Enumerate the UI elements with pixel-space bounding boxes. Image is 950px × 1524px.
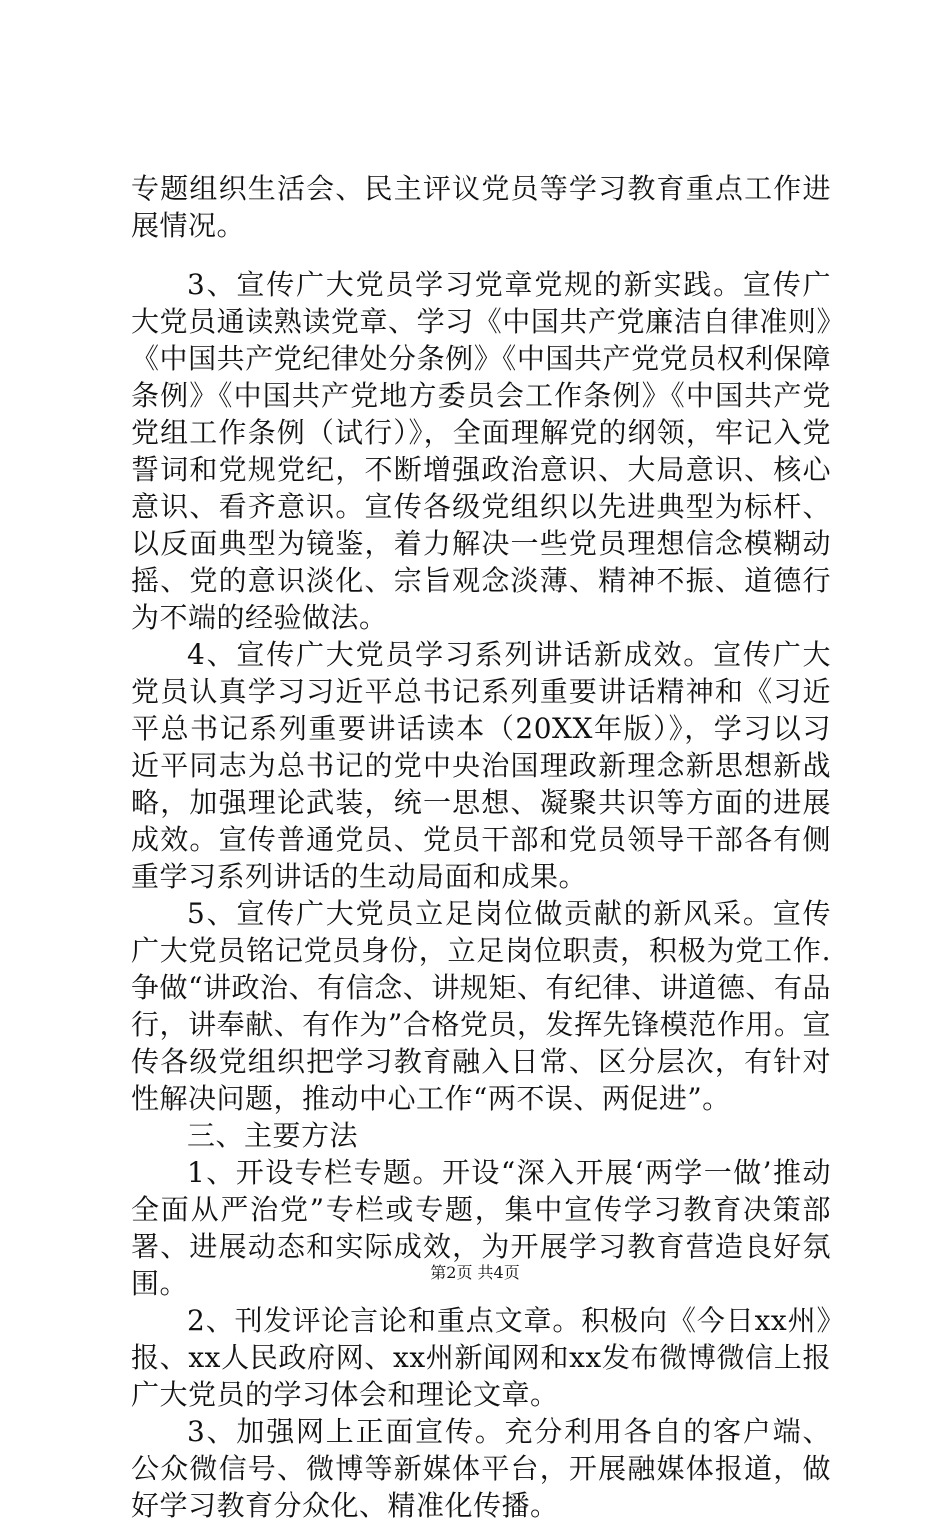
paragraph-item-4: 4、宣传广大党员学习系列讲话新成效。宣传广大党员认真学习习近平总书记系列重要讲话精神和《习近平总书记系列重要讲话读本（20XX年版）》，学习以习近平同志为总书记的党中央治国理政新理念新思想新战略，加强理论武装，统一思想、凝聚共识等方面的进展成效。宣传普通党员、党员干部和党员领导干部各有侧重学习系列讲话的生动局面和成果。 [131,638,831,893]
paragraph-gap [131,244,831,266]
section-heading-methods: 三、主要方法 [187,1119,359,1152]
paragraph-item-5: 5、宣传广大党员立足岗位做贡献的新风采。宣传广大党员铭记党员身份，立足岗位职责，积极为党工作.争做“讲政治、有信念、讲规矩、有纪律、讲道德、有品行，讲奉献、有作为”合格党员，发挥先锋模范作用。宣传各级党组织把学习教育融入日常、区分层次，有针对性解决问题，推动中心工作“两不误、两促进”。 [131,897,831,1115]
paragraph-method-2: 2、刊发评论言论和重点文章。积极向《今日xx州》报、xx人民政府网、xx州新闻网和xx发布微博微信上报广大党员的学习体会和理论文章。 [131,1304,831,1411]
paragraph-method-3: 3、加强网上正面宣传。充分利用各自的客户端、公众微信号、微博等新媒体平台，开展融媒体报道，做好学习教育分众化、精准化传播。 [131,1415,831,1522]
paragraph-method-1: 1、开设专栏专题。开设“深入开展‘两学一做’推动全面从严治党”专栏或专题，集中宣传学习教育决策部署、进展动态和实际成效，为开展学习教育营造良好氛围。 [131,1156,831,1300]
paragraph-continuation: 专题组织生活会、民主评议党员等学习教育重点工作进展情况。 [131,172,831,242]
paragraph-item-3: 3、宣传广大党员学习党章党规的新实践。宣传广大党员通读熟读党章、学习《中国共产党廉洁自律准则》《中国共产党纪律处分条例》《中国共产党党员权利保障条例》《中国共产党地方委员会工作条例》《中国共产党党组工作条例（试行）》，全面理解党的纲领，牢记入党誓词和党规党纪，不断增强政治意识、大局意识、核心意识、看齐意识。宣传各级党组织以先进典型为标杆、以反面典型为镜鉴，着力解决一些党员理想信念模糊动摇、党的意识淡化、宗旨观念淡薄、精神不振、道德行为不端的经验做法。 [131,268,831,634]
page-number-footer: 第2页 共4页 [430,1263,520,1282]
document-body [131,170,831,1524]
